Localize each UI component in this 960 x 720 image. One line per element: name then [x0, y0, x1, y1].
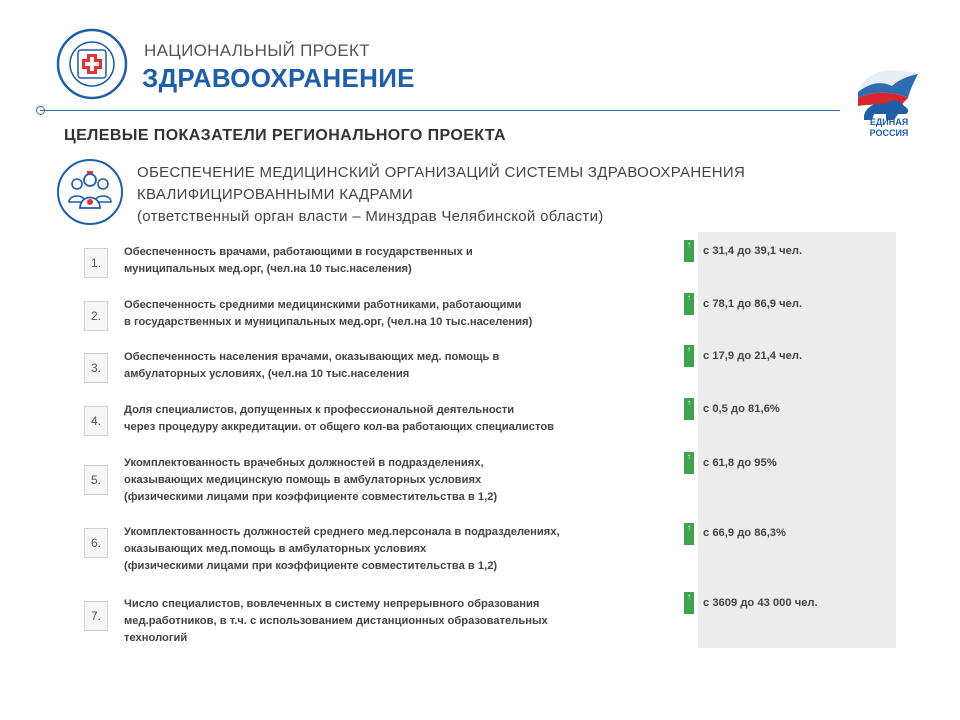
logo-text [854, 117, 924, 139]
indicator-line: (физическими лицами при коэффициенте совместительства в 1,2) [124, 491, 498, 503]
indicator-value: с 3609 до 43 000 чел. [703, 597, 818, 609]
indicator-text [124, 349, 664, 383]
indicator-value: с 78,1 до 86,9 чел. [703, 298, 803, 310]
indicator-line: муниципальных мед.орг, (чел.на 10 тыс.населения) [124, 263, 412, 275]
values-panel [698, 232, 896, 648]
indicator-number: 6. [84, 528, 108, 558]
indicator-line: Обеспеченность населения врачами, оказывающих мед. помощь в [124, 351, 500, 363]
indicator-line: Укомплектованность врачебных должностей в подразделениях, [124, 457, 484, 469]
up-arrow-icon: ↑ [684, 345, 694, 367]
header-supertitle: НАЦИОНАЛЬНЫЙ ПРОЕКТ [144, 41, 370, 60]
indicator-line: амбулаторных условиях, (чел.на 10 тыс.населения [124, 368, 410, 380]
indicator-line: технологий [124, 632, 188, 644]
medical-team-icon [56, 158, 124, 226]
indicator-line: через процедуру аккредитации. от общего кол-ва работающих специалистов [124, 421, 555, 433]
indicator-value: с 66,9 до 86,3% [703, 527, 786, 539]
indicator-line: в государственных и муниципальных мед.орг, (чел.на 10 тыс.населения) [124, 316, 533, 328]
indicator-text [124, 455, 664, 506]
indicator-line: мед.работников, в т.ч. с использованием дистанционных образовательных [124, 615, 548, 627]
health-cross-icon [56, 28, 128, 100]
indicator-number: 3. [84, 353, 108, 383]
indicator-line: Обеспеченность средними медицинскими работниками, работающими [124, 299, 522, 311]
up-arrow-icon: ↑ [684, 240, 694, 262]
indicator-text [124, 524, 664, 575]
up-arrow-icon: ↑ [684, 398, 694, 420]
logo-text-line1: ЕДИНАЯ [869, 117, 909, 127]
header-divider [40, 110, 840, 111]
indicator-number: 1. [84, 248, 108, 278]
indicator-value: с 0,5 до 81,6% [703, 403, 780, 415]
indicator-text [124, 244, 664, 278]
indicator-line: оказывающих медицинскую помощь в амбулаторных условиях [124, 474, 482, 486]
section-title: ЦЕЛЕВЫЕ ПОКАЗАТЕЛИ РЕГИОНАЛЬНОГО ПРОЕКТА [64, 127, 506, 144]
indicator-line: Доля специалистов, допущенных к профессиональной деятельности [124, 404, 515, 416]
indicator-line: Укомплектованность должностей среднего мед.персонала в подразделениях, [124, 526, 560, 538]
indicator-value: с 17,9 до 21,4 чел. [703, 350, 803, 362]
indicator-line: Число специалистов, вовлеченных в систему непрерывного образования [124, 598, 540, 610]
topic-line-3: (ответственный орган власти – Минздрав Челябинской области) [137, 208, 604, 225]
indicator-line: (физическими лицами при коэффициенте совместительства в 1,2) [124, 560, 498, 572]
logo-text-line2: РОССИЯ [869, 128, 909, 138]
indicator-value: с 31,4 до 39,1 чел. [703, 245, 803, 257]
header-title: ЗДРАВООХРАНЕНИЕ [142, 63, 415, 93]
up-arrow-icon: ↑ [684, 523, 694, 545]
indicator-number: 5. [84, 465, 108, 495]
up-arrow-icon: ↑ [684, 293, 694, 315]
indicator-text [124, 402, 664, 436]
indicator-line: Обеспеченность врачами, работающими в государственных и [124, 246, 473, 258]
topic-line-1: ОБЕСПЕЧЕНИЕ МЕДИЦИНСКИЙ ОРГАНИЗАЦИЙ СИСТЕМЫ ЗДРАВООХРАНЕНИЯ [137, 164, 746, 181]
indicator-text [124, 596, 664, 647]
up-arrow-icon: ↑ [684, 452, 694, 474]
indicator-number: 4. [84, 406, 108, 436]
topic-line-2: КВАЛИФИЦИРОВАННЫМИ КАДРАМИ [137, 186, 413, 203]
topic-block [137, 162, 745, 228]
up-arrow-icon: ↑ [684, 592, 694, 614]
indicator-text [124, 297, 664, 331]
indicator-number: 2. [84, 301, 108, 331]
indicator-number: 7. [84, 601, 108, 631]
indicator-value: с 61,8 до 95% [703, 457, 777, 469]
indicator-line: оказывающих мед.помощь в амбулаторных условиях [124, 543, 427, 555]
